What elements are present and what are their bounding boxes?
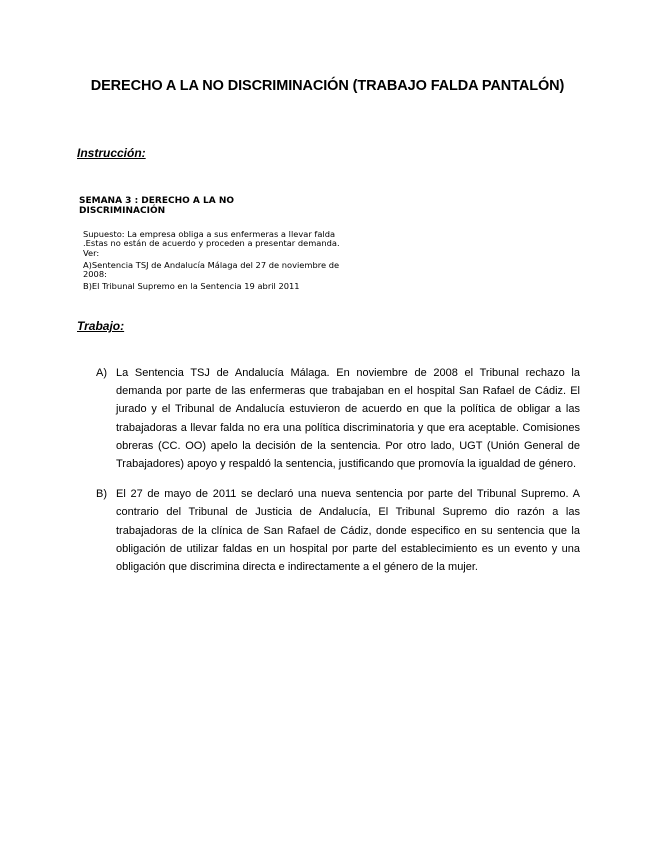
embedded-image-body: [83, 230, 353, 295]
embedded-image-paragraph: Supuesto: La empresa obliga a sus enfermeras a llevar falda .Estas no están de acuerdo y proceden a presentar demanda. Ver:: [83, 229, 340, 258]
instruction-embedded-image: [77, 193, 367, 301]
list-item-text: La Sentencia TSJ de Andalucía Málaga. En noviembre de 2008 el Tribunal rechazo la demanda por parte de las enfermeras que trabajaban en el hospital San Rafael de Cádiz. El jurado y el Tribunal de Andalucía estuvieron de acuerdo en que la política de obligar a las trabajadoras a llevar falda no era una política discriminatoria y que era aceptable. Comisiones obreras (CC. OO) apelo la decisión de la sentencia. Por otro lado, UGT (Unión General de Trabajadores) apoyo y respaldó la sentencia, justificando que promovía la igualdad de género.: [116, 367, 580, 471]
list-item-marker: B): [96, 488, 107, 501]
embedded-image-paragraph: B)El Tribunal Supremo en la Sentencia 19 abril 2011: [83, 281, 300, 292]
list-item-text: El 27 de mayo de 2011 se declaró una nueva sentencia por parte del Tribunal Supremo. A contrario del Tribunal de Justicia de Andalucía, El Tribunal Supremo dio razón a las trabajadoras de la clínica de San Rafael de Cádiz, donde especifico en su sentencia que la obligación de utilizar faldas en un hospital por parte del establecimiento es un evento y una obligación que discrimina directa e indirectamente a el género de la mujer.: [116, 488, 580, 574]
list-item: [96, 364, 580, 473]
instruction-heading: Instrucción:: [77, 146, 146, 160]
embedded-image-paragraph: A)Sentencia TSJ de Andalucía Málaga del 27 de noviembre de 2008:: [83, 259, 340, 280]
embedded-image-title: SEMANA 3 : DERECHO A LA NO DISCRIMINACIÓN: [79, 196, 235, 216]
work-list: [96, 364, 580, 588]
list-item: [96, 485, 580, 576]
list-item-marker: A): [96, 367, 107, 379]
page-title: DERECHO A LA NO DISCRIMINACIÓN (TRABAJO FALDA PANTALÓN): [90, 78, 565, 94]
work-heading: Trabajo:: [77, 319, 125, 333]
